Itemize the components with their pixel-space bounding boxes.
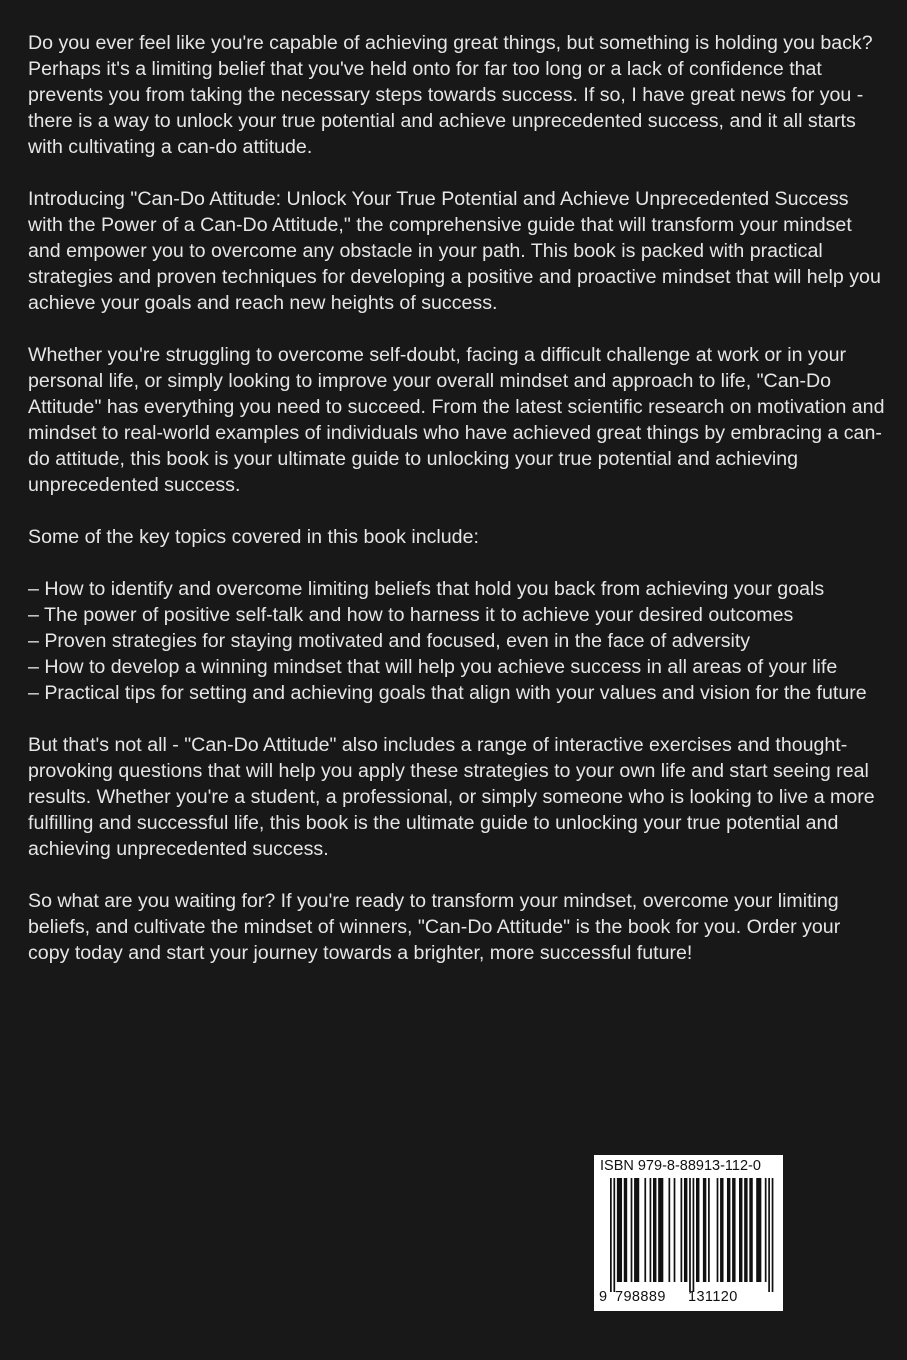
- barcode-guard-bar: [613, 1178, 615, 1292]
- barcode-guard-bar: [772, 1178, 774, 1292]
- barcode-bar: [668, 1178, 670, 1282]
- barcode-guard-bar: [610, 1178, 612, 1292]
- list-item: – How to identify and overcome limiting beliefs that hold you back from achieving your goals: [28, 578, 825, 600]
- intro-paragraph: Do you ever feel like you're capable of achieving great things, but something is holding you back? Perhaps it's a limiting belief that you've held onto for far too long or a lack of confidence that prevents you from taking the necessary steps towards success. If so, I have great news for you - there is a way to unlock your true potential and achieve unprecedented success, and it all starts with cultivating a can-do attitude.: [28, 32, 873, 158]
- list-item: – Practical tips for setting and achieving goals that align with your values and vision for the future: [28, 682, 867, 704]
- barcode-bar: [703, 1178, 706, 1282]
- barcode-guard-bar: [689, 1178, 691, 1292]
- barcode-guard-bar: [768, 1178, 770, 1292]
- back-cover-description: [28, 30, 886, 992]
- barcode-bar: [732, 1178, 735, 1282]
- isbn-barcode: [594, 1155, 783, 1311]
- list-item: – The power of positive self-talk and how to harness it to achieve your desired outcomes: [28, 604, 794, 626]
- barcode-bar: [674, 1178, 676, 1282]
- barcode-lead-digit: 9: [599, 1289, 608, 1305]
- barcode-bar: [653, 1178, 656, 1282]
- barcode-bar: [744, 1178, 747, 1282]
- barcode-guard-bar: [693, 1178, 695, 1292]
- barcode-left-digits: 798889: [615, 1289, 666, 1305]
- barcode-bar: [739, 1178, 742, 1282]
- barcode-bar: [631, 1178, 633, 1282]
- barcode-bar: [720, 1178, 723, 1282]
- barcode-bar: [708, 1178, 710, 1282]
- barcode-bar: [681, 1178, 683, 1282]
- barcode-bar: [727, 1178, 730, 1282]
- barcode-bar: [650, 1178, 652, 1282]
- whether-paragraph: Whether you're struggling to overcome self-doubt, facing a difficult challenge at work or in your personal life, or simply looking to improve your overall mindset and approach to life, "Can-Do Attitude" has everything you need to succeed. From the latest scientific research on motivation and mindset to real-world examples of individuals who have achieved great things by embracing a can-do attitude, this book is your ultimate guide to unlocking your true potential and achieving unprecedented success.: [28, 344, 885, 496]
- introducing-paragraph: Introducing "Can-Do Attitude: Unlock Your True Potential and Achieve Unprecedented Success with the Power of a Can-Do Attitude," the comprehensive guide that will transform your mindset and empower you to overcome any obstacle in your path. This book is packed with practical strategies and proven techniques for developing a positive and proactive mindset that will help you achieve your goals and reach new heights of success.: [28, 188, 881, 314]
- list-item: – Proven strategies for staying motivated and focused, even in the face of adversity: [28, 630, 751, 652]
- barcode-bar: [684, 1178, 687, 1282]
- barcode-bar: [658, 1178, 663, 1282]
- isbn-label: ISBN 979-8-88913-112-0: [600, 1158, 761, 1174]
- barcode-bar: [617, 1178, 622, 1282]
- barcode-bar: [696, 1178, 699, 1282]
- but-thats-not-all-paragraph: But that's not all - "Can-Do Attitude" also includes a range of interactive exercises and thought-provoking questions that will help you apply these strategies to your own life and start seeing real results. Whether you're a student, a professional, or simply someone who is looking to live a more fulfilling and successful life, this book is the ultimate guide to unlocking your true potential and achieving unprecedented success.: [28, 734, 875, 860]
- barcode-bar: [624, 1178, 627, 1282]
- call-to-action-paragraph: So what are you waiting for? If you're ready to transform your mindset, overcome your limiting beliefs, and cultivate the mindset of winners, "Can-Do Attitude" is the book for you. Order your copy today and start your journey towards a brighter, more successful future!: [28, 890, 841, 964]
- barcode-bar: [765, 1178, 767, 1282]
- barcode-bar: [644, 1178, 646, 1282]
- barcode-bar: [756, 1178, 761, 1282]
- barcode-bar: [749, 1178, 752, 1282]
- barcode-bar: [717, 1178, 719, 1282]
- barcode-right-digits: 131120: [688, 1289, 738, 1305]
- topics-list: [28, 576, 886, 706]
- list-item: – How to develop a winning mindset that will help you achieve success in all areas of your life: [28, 656, 838, 678]
- topics-heading: Some of the key topics covered in this book include:: [28, 526, 479, 548]
- barcode-bar: [634, 1178, 639, 1282]
